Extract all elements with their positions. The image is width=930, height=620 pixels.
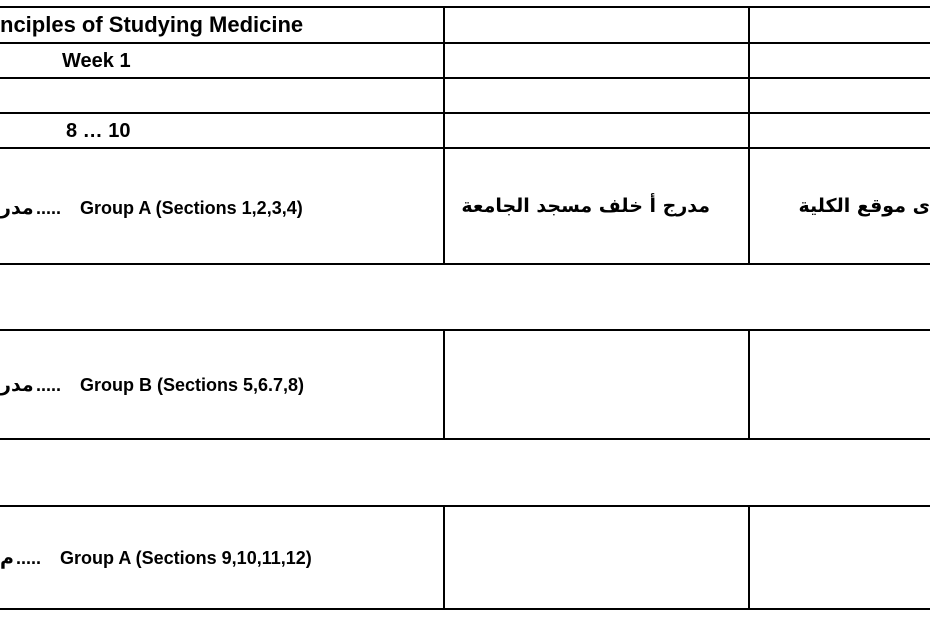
- location-text: مدرج أ خلف مسجد الجامعة: [461, 195, 710, 217]
- table-border: [443, 6, 445, 264]
- table-border: [0, 329, 930, 331]
- group-prefix: .....: [16, 548, 42, 568]
- table-border: [0, 505, 930, 507]
- table-border: [748, 6, 750, 264]
- table-border: [443, 329, 445, 439]
- table-border: [0, 112, 930, 114]
- map-partial-text: ى موقع الكلية: [798, 195, 930, 217]
- group-label: Group B (Sections 5,6.7,8): [80, 375, 305, 395]
- table-border: [0, 147, 930, 149]
- hall-partial-text: مدر: [0, 374, 34, 396]
- course-title: nciples of Studying Medicine: [0, 12, 304, 37]
- hall-partial-text: م: [0, 547, 14, 569]
- table-border: [0, 438, 930, 440]
- group-prefix: .....: [36, 375, 62, 395]
- group-prefix: .....: [36, 198, 62, 218]
- group-label: Group A (Sections 9,10,11,12): [60, 548, 312, 568]
- table-border: [0, 263, 930, 265]
- table-border: [0, 42, 930, 44]
- group-label: Group A (Sections 1,2,3,4): [80, 198, 303, 218]
- table-border: [0, 6, 930, 8]
- table-border: [748, 505, 750, 609]
- table-border: [748, 329, 750, 439]
- week-label: Week 1: [62, 50, 131, 72]
- hall-partial-text: مدر: [0, 197, 34, 219]
- time-range: 8 … 10: [66, 120, 131, 142]
- table-border: [443, 505, 445, 609]
- table-border: [0, 608, 930, 610]
- table-border: [0, 77, 930, 79]
